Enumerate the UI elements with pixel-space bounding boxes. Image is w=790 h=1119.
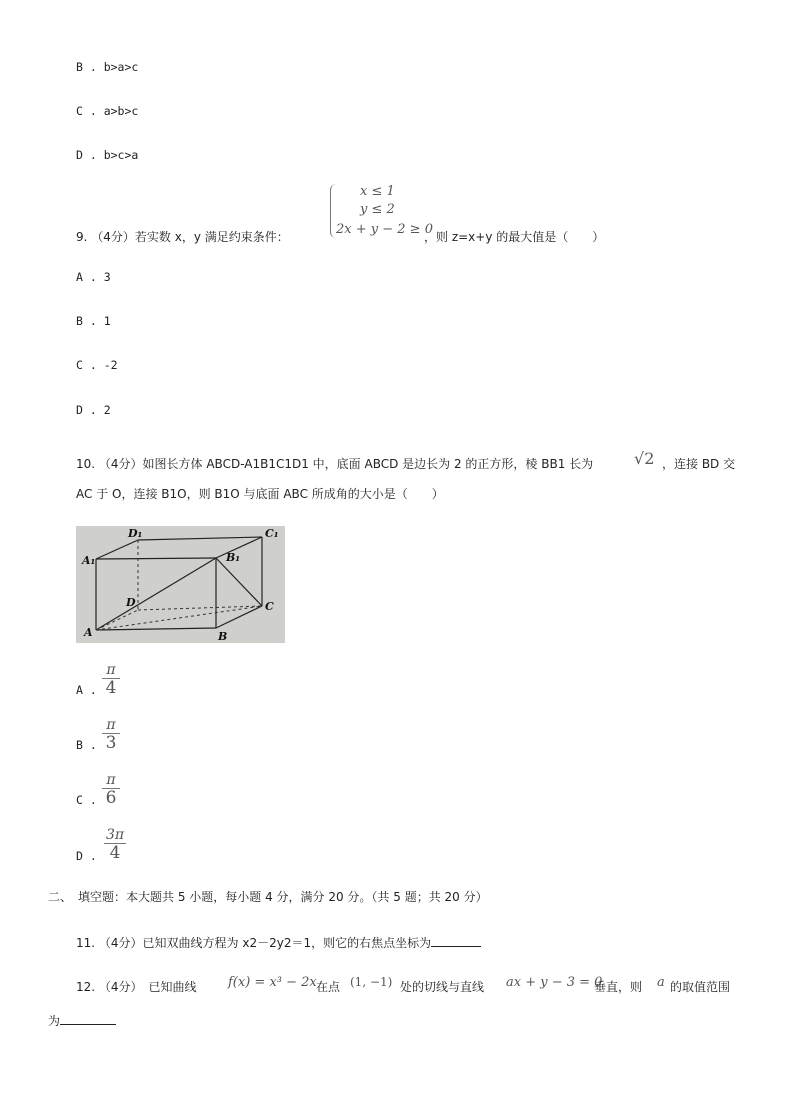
q12-text-range: 的取值范围 [670,980,731,994]
q10-option-d-letter: D . [76,849,97,863]
edge-a1-b1 [96,558,216,559]
q9-option-c: C . -2 [76,358,118,372]
diag-a-b1 [96,558,216,630]
q9-constraint-2: y ≤ 2 [360,202,395,217]
q12-text-tangent: 处的切线与直线 [400,980,485,994]
hidden-d-c [138,606,262,610]
fraction-numerator: 3π [105,827,125,843]
fraction-denominator: 4 [109,843,121,863]
q9-constraint-3: 2x + y − 2 ≥ 0 [336,222,433,237]
q10-option-a-fraction [100,663,122,697]
q12-text-at-point: 在点 [316,980,341,994]
q10-line1-suffix: ，连接 BD 交 [662,457,736,471]
q9-option-d: D . 2 [76,403,111,417]
q10-sqrt: √2 [634,449,655,468]
q10-option-a-letter: A . [76,683,97,697]
edge-a-b [96,628,216,630]
fraction-numerator: π [106,662,116,678]
q9-stem-suffix: ，则 z=x+y 的最大值是（ ） [424,230,605,244]
q9-option-b: B . 1 [76,314,111,328]
q10-option-d-fraction [102,828,128,862]
q10-option-b-letter: B . [76,738,97,752]
fraction-denominator: 3 [105,733,117,753]
q12-line-equation: ax + y − 3 = 0 [506,975,603,990]
label-a: A [84,626,93,639]
hidden-a-d [96,610,138,630]
fraction-denominator: 4 [105,678,117,698]
q12-function: f(x) = x³ − 2x [228,975,317,990]
fraction-numerator: π [106,772,116,788]
fraction-denominator: 6 [105,788,117,808]
q10-figure [76,526,285,643]
q9-option-a: A . 3 [76,270,111,284]
q11-answer-blank[interactable] [431,935,481,947]
diag-b1-c [216,558,262,606]
q10-line2: AC 于 O，连接 B1O，则 B1O 与底面 ABC 所成角的大小是（ ） [76,487,444,501]
edge-d1-c1 [138,537,262,540]
q11-text: 11. （4分）已知双曲线方程为 x2－2y2＝1，则它的右焦点坐标为 [76,936,432,950]
q11-question [76,934,481,951]
q10-line1-prefix: 10. （4分）如图长方体 ABCD-A1B1C1D1 中，底面 ABCD 是边长为 2 的正方形，棱 BB1 长为 [76,457,594,471]
q8-option-c: C . a>b>c [76,104,139,118]
q9-stem-prefix: 9. （4分）若实数 x，y 满足约束条件： [76,230,289,244]
q9-constraint-1: x ≤ 1 [360,184,395,199]
label-d: D [126,596,136,609]
fraction-numerator: π [106,717,116,733]
q12-variable-a: a [657,975,665,990]
q10-option-c-fraction [100,773,122,807]
label-b: B [218,630,228,643]
label-c: C [265,600,274,613]
label-c1: C₁ [265,527,279,540]
label-a1: A₁ [82,554,96,567]
section-title-fill-blank: 二、 填空题：本大题共 5 小题，每小题 4 分，满分 20 分。（共 5 题；共 20 分） [48,890,488,904]
q8-option-d: D . b>c>a [76,148,139,162]
q8-option-b: B . b>a>c [76,60,139,74]
label-b1: B₁ [226,551,241,564]
q10-option-c-letter: C . [76,793,97,807]
q12-text-perpendicular: 垂直，则 [594,980,643,994]
q10-option-b-fraction [100,718,122,752]
q12-line2-text: 为 [48,1014,61,1028]
label-d1: D₁ [128,527,143,540]
edge-a1-d1 [96,540,138,559]
q12-answer-blank[interactable] [60,1013,116,1025]
q12-line2 [48,1012,116,1029]
q12-prefix: 12. （4分） 已知曲线 [76,980,197,994]
q12-point: (1, −1) [350,975,393,989]
prism-diagram [76,526,285,643]
